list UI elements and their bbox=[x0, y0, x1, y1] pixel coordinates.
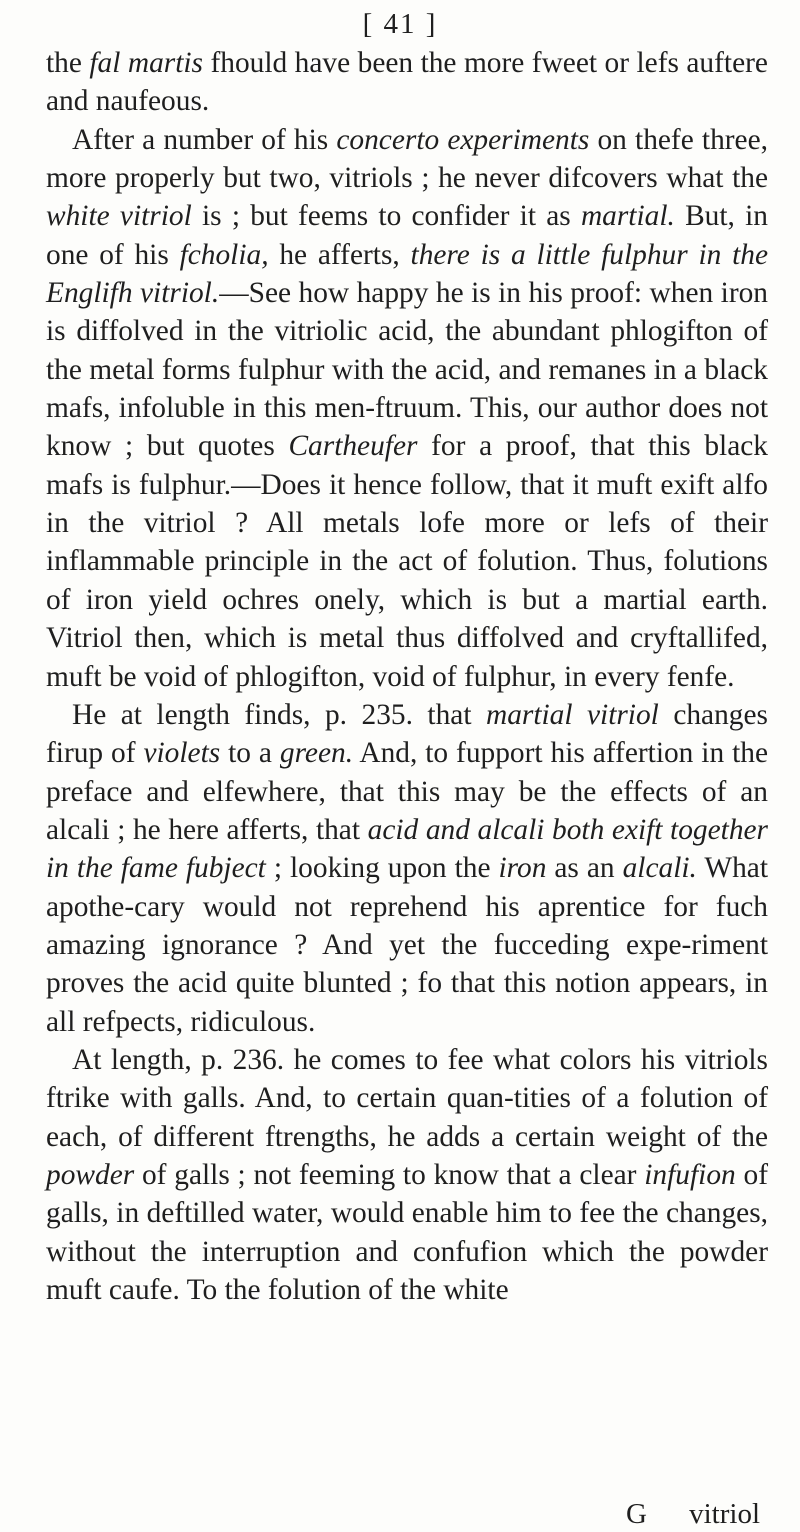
italic-text: green. bbox=[279, 737, 354, 770]
italic-text: infufion bbox=[644, 1158, 736, 1191]
paragraph bbox=[46, 44, 768, 121]
text-run: He at length finds, p. 235. that bbox=[72, 698, 486, 731]
text-run: of galls ; not feeming to know that a clear bbox=[134, 1158, 645, 1191]
text-run: to a bbox=[220, 737, 280, 770]
page-footer bbox=[46, 1496, 768, 1532]
body-text bbox=[46, 44, 768, 1309]
text-run: What apothe-cary would not reprehend his aprentice for fuch amazing ignorance ? And yet the fucceding expe-riment proves the acid quite blunted ; fo that this notion appears, in all refpects, ridiculous. bbox=[46, 852, 768, 1038]
italic-text: alcali. bbox=[622, 852, 697, 885]
italic-text: concerto experiments bbox=[336, 123, 590, 156]
text-run: for a proof, that this black mafs is fulphur.—Does it hence follow, that it muft exift alfo in the vitriol ? All metals lofe more or lefs of their inflammable principle in the act of folution. Thus, folutions of iron yield ochres onely, which is but a martial earth. Vitriol then, which is metal thus diffolved and cryftallifed, muft be void of phlogifton, void of fulphur, in every fenfe. bbox=[46, 430, 768, 693]
signature-mark: G bbox=[626, 1498, 647, 1530]
text-run: But, in one of his bbox=[46, 200, 768, 271]
catchword: vitriol bbox=[689, 1498, 760, 1530]
italic-text: violets bbox=[143, 737, 221, 770]
italic-text: martial. bbox=[580, 200, 675, 233]
italic-text: martial vitriol bbox=[485, 698, 659, 731]
italic-text: white vitriol bbox=[46, 200, 192, 233]
text-run: After a number of his bbox=[72, 123, 337, 156]
italic-text: powder bbox=[46, 1158, 135, 1191]
italic-text: iron bbox=[498, 852, 547, 885]
text-run: is ; but feems to confider it as bbox=[191, 200, 581, 233]
italic-text: Cartheufer bbox=[288, 430, 418, 463]
text-run: the bbox=[46, 47, 90, 79]
text-run: fhould have been the more fweet or lefs auftere and naufeous. bbox=[46, 47, 768, 118]
text-run: —See how happy he is in his proof: when iron is diffolved in the vitriolic acid, the abundant phlogifton of the metal forms fulphur with the acid, and remanes in a black mafs, infoluble in this men-ftruum. This, our author does not know ; but quotes bbox=[46, 277, 769, 463]
page-number: [ 41 ] bbox=[362, 8, 438, 40]
italic-text: fal martis bbox=[89, 47, 203, 79]
text-run: as an bbox=[546, 852, 623, 885]
italic-text: acid and alcali both exift together in the fame fubject bbox=[46, 813, 768, 885]
text-run: of galls, in deftilled water, would enable him to fee the changes, without the interruption and confufion which the powder muft caufe. To the folution of the white bbox=[46, 1158, 768, 1306]
text-run: ; looking upon the bbox=[265, 852, 499, 885]
text-run: At length, p. 236. he comes to fee what colors his vitriols ftrike with galls. And, to certain quan-tities of a folution of each, of different ftrengths, he adds a certain weight of the bbox=[46, 1043, 768, 1153]
paragraph bbox=[46, 1041, 768, 1309]
paragraph bbox=[46, 696, 768, 1041]
italic-text: fcholia, bbox=[179, 238, 269, 271]
text-run: changes firup of bbox=[46, 698, 768, 770]
italic-text: there is a little fulphur in the Englifh vitriol. bbox=[46, 238, 769, 310]
text-run: he afferts, bbox=[268, 238, 411, 271]
text-run: on thefe three, more properly but two, vitriols ; he never difcovers what the bbox=[46, 123, 768, 195]
text-run: And, to fupport his affertion in the preface and elfewhere, that this may be the effects of an alcali ; he here afferts, that bbox=[46, 737, 768, 846]
paragraph bbox=[46, 121, 768, 696]
